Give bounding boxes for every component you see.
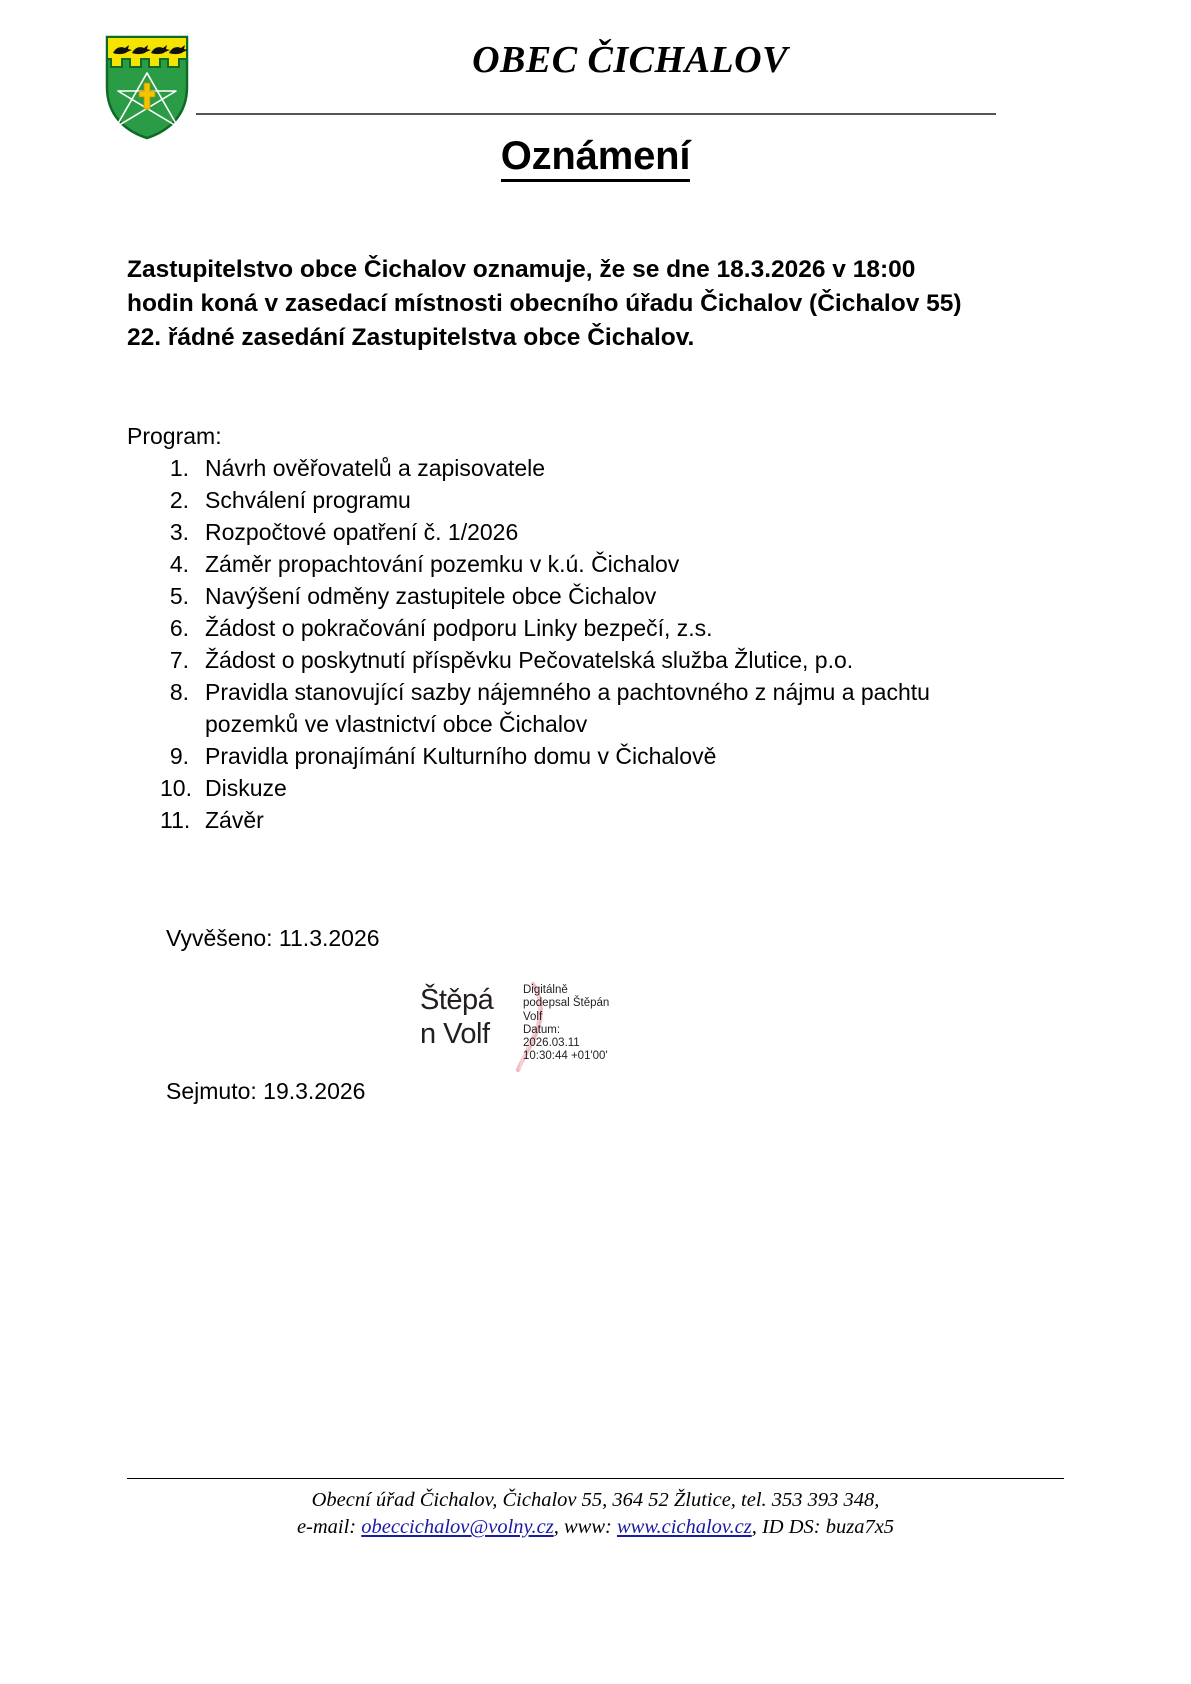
list-item [127, 740, 982, 772]
digital-signature-block [420, 983, 690, 1073]
list-item-text: Diskuze [205, 775, 287, 801]
posted-date: Vyvěšeno: 11.3.2026 [166, 925, 380, 951]
list-item-text: Záměr propachtování pozemku v k.ú. Čichalov [205, 551, 680, 577]
signature-name [420, 983, 538, 1051]
list-item-text: Navýšení odměny zastupitele obce Čichalov [205, 583, 657, 609]
list-item-number: 10. [160, 775, 192, 801]
list-item-number: 5. [169, 583, 189, 609]
list-item-number: 2. [169, 487, 189, 513]
coat-of-arms-icon [103, 33, 191, 141]
list-item [127, 772, 982, 804]
removal-date: Sejmuto: 19.3.2026 [166, 1078, 366, 1104]
document-footer [0, 1487, 1191, 1541]
document-header [0, 18, 1191, 138]
announcement-paragraph: Zastupitelstvo obce Čichalov oznamuje, že se dne 18.3.2026 v 18:00 hodin koná v zasedací místnosti obecního úřadu Čichalov (Čichalov 55) 22. řádné zasedání Zastupitelstva obce Čichalov. [127, 256, 962, 351]
list-item [127, 580, 982, 612]
signature-metadata [523, 984, 643, 1064]
footer-iddshallmark: , ID DS: buza7x5 [751, 1516, 895, 1538]
list-item-text: Žádost o poskytnutí příspěvku Pečovatelská služba Žlutice, p.o. [205, 647, 854, 673]
list-item-number: 3. [169, 519, 189, 545]
footer-www-label: , www: [553, 1516, 617, 1538]
signature-meta-line4: Datum: [523, 1023, 561, 1036]
program-label: Program: [127, 423, 222, 449]
signature-meta-line1: Digitálně [523, 984, 568, 996]
list-item-text: Schválení programu [205, 487, 411, 513]
list-item-number: 9. [169, 743, 189, 769]
list-item [127, 612, 982, 644]
document-title-text: Oznámení [501, 134, 691, 182]
list-item-text: Návrh ověřovatelů a zapisovatele [205, 455, 546, 481]
list-item [127, 548, 982, 580]
signature-meta-line5: 2026.03.11 [523, 1037, 580, 1050]
list-item-text: Závěr [205, 807, 264, 833]
header-divider [196, 113, 996, 115]
list-item-text: Rozpočtové opatření č. 1/2026 [205, 519, 519, 545]
list-item [127, 452, 982, 484]
list-item-text: Pravidla pronajímání Kulturního domu v Čichalově [205, 743, 717, 769]
list-item [127, 644, 982, 676]
list-item [127, 804, 982, 836]
list-item-text-line2: pozemků ve vlastnictví obce Čichalov [205, 711, 588, 737]
document-title [0, 134, 1191, 179]
footer-website-link[interactable]: www.cichalov.cz [616, 1516, 752, 1538]
list-item-number: 4. [169, 551, 189, 577]
signature-name-line2: n Volf [420, 1018, 490, 1050]
footer-contact-line [0, 1514, 1191, 1541]
list-item-number: 8. [169, 679, 189, 705]
footer-address-line: Obecní úřad Čichalov, Čichalov 55, 364 52 Žlutice, tel. 353 393 348, [311, 1489, 880, 1511]
footer-email-link[interactable]: obeccichalov@volny.cz [361, 1516, 554, 1538]
signature-meta-line6: 10:30:44 +01'00' [523, 1050, 608, 1063]
signature-name-line1: Štěpá [420, 984, 494, 1016]
program-list [127, 452, 982, 836]
footer-divider [127, 1478, 1064, 1479]
page-title-header: OBEC ČICHALOV [472, 39, 788, 81]
footer-email-label: e-mail: [296, 1516, 362, 1538]
list-item-text-line1: Pravidla stanovující sazby nájemného a pachtovného z nájmu a pachtu [205, 679, 930, 705]
signature-meta-line3: Volf [523, 1010, 543, 1023]
list-item-text: Žádost o pokračování podporu Linky bezpečí, z.s. [205, 615, 713, 641]
signature-meta-line2: podepsal Štěpán [523, 997, 610, 1010]
list-item [127, 676, 982, 740]
list-item-number: 1. [169, 455, 189, 481]
list-item-number: 11. [160, 807, 191, 833]
list-item [127, 516, 982, 548]
list-item [127, 484, 982, 516]
list-item-text [205, 676, 982, 740]
list-item-number: 6. [169, 615, 189, 641]
list-item-number: 7. [169, 647, 189, 673]
